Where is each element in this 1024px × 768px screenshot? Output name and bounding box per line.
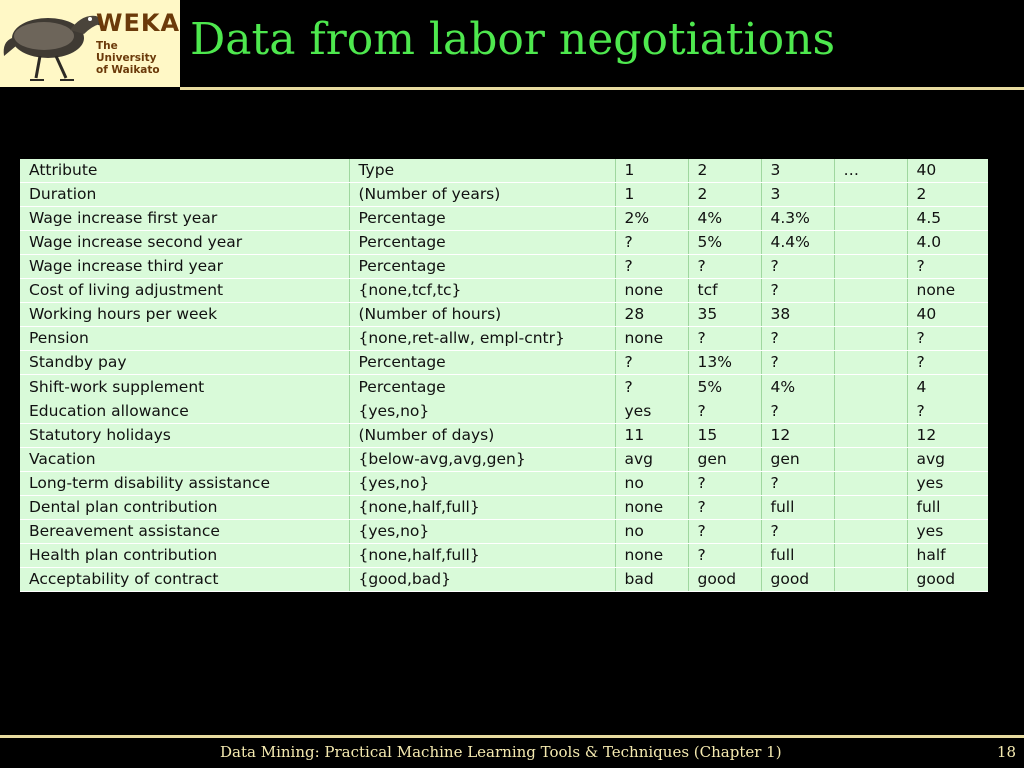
title-divider — [180, 87, 1024, 90]
table-cell: 11 — [615, 424, 688, 448]
table-cell: ? — [615, 231, 688, 255]
table-cell: Working hours per week — [20, 303, 349, 327]
table-cell: Bereavement assistance — [20, 520, 349, 544]
table-row — [20, 375, 988, 424]
table-row — [20, 207, 988, 231]
table-cell: gen — [688, 448, 761, 472]
table-cell: ? — [761, 520, 834, 544]
table-cell: ? — [688, 327, 761, 351]
table-cell: Wage increase second year — [20, 231, 349, 255]
slide-title: Data from labor negotiations — [190, 14, 836, 65]
table-cell: 4.3% — [761, 207, 834, 231]
table-cell: {yes,no} — [349, 520, 615, 544]
table-cell: avg — [615, 448, 688, 472]
table-cell: {below-avg,avg,gen} — [349, 448, 615, 472]
cell-value: ? — [770, 402, 779, 420]
labor-data-table — [20, 159, 988, 592]
table-cell: ? — [761, 472, 834, 496]
table-cell: good — [688, 568, 761, 592]
table-row — [20, 183, 988, 207]
cell-value: yes — [624, 402, 652, 420]
table-cell — [834, 231, 907, 255]
table-cell — [834, 568, 907, 592]
table-cell: ? — [688, 496, 761, 520]
table-cell: none — [615, 327, 688, 351]
table-row — [20, 255, 988, 279]
table-cell — [907, 375, 988, 424]
table-cell: ? — [688, 544, 761, 568]
table-cell — [834, 520, 907, 544]
table-cell — [834, 544, 907, 568]
table-cell: full — [761, 544, 834, 568]
table-cell: 4.4% — [761, 231, 834, 255]
cell-value: 4 — [916, 378, 927, 396]
table-cell — [834, 207, 907, 231]
table-row — [20, 327, 988, 351]
table-row — [20, 351, 988, 375]
table-cell — [20, 375, 349, 424]
table-cell: Duration — [20, 183, 349, 207]
table-cell: Pension — [20, 327, 349, 351]
table-cell: good — [907, 568, 988, 592]
table-cell: 1 — [615, 183, 688, 207]
table-cell — [834, 472, 907, 496]
table-cell: good — [761, 568, 834, 592]
table-row — [20, 231, 988, 255]
table-cell: 2 — [688, 183, 761, 207]
table-row — [20, 303, 988, 327]
table-cell: gen — [761, 448, 834, 472]
table-cell — [834, 255, 907, 279]
table-cell: Dental plan contribution — [20, 496, 349, 520]
table-cell — [615, 375, 688, 424]
header-cell: 2 — [688, 159, 761, 183]
table-row — [20, 472, 988, 496]
table-cell: 28 — [615, 303, 688, 327]
table-cell: Standby pay — [20, 351, 349, 375]
table-cell — [834, 496, 907, 520]
cell-value: Shift-work supplement — [29, 378, 205, 396]
table-cell: ? — [688, 255, 761, 279]
table-cell: Vacation — [20, 448, 349, 472]
table-cell: 15 — [688, 424, 761, 448]
table-row — [20, 520, 988, 544]
table-cell: 4% — [688, 207, 761, 231]
table-cell: 2% — [615, 207, 688, 231]
table-cell: (Number of days) — [349, 424, 615, 448]
table-cell: ? — [761, 327, 834, 351]
table-cell: none — [907, 279, 988, 303]
cell-value: Percentage — [358, 378, 446, 396]
table-cell — [834, 279, 907, 303]
table-cell: ? — [615, 351, 688, 375]
table-cell: full — [907, 496, 988, 520]
table-cell: {none,half,full} — [349, 544, 615, 568]
table-cell: {none,ret-allw, empl-cntr} — [349, 327, 615, 351]
table-cell: no — [615, 520, 688, 544]
table-cell: 2 — [907, 183, 988, 207]
table-cell: ? — [761, 351, 834, 375]
table-cell: {good,bad} — [349, 568, 615, 592]
table-cell: 5% — [688, 231, 761, 255]
table-cell — [834, 448, 907, 472]
table-cell: 13% — [688, 351, 761, 375]
table-cell: bad — [615, 568, 688, 592]
cell-value: 5% — [697, 378, 723, 396]
table-row — [20, 568, 988, 592]
table-cell: none — [615, 496, 688, 520]
table-cell: Statutory holidays — [20, 424, 349, 448]
table-cell: Percentage — [349, 231, 615, 255]
table-cell: half — [907, 544, 988, 568]
cell-value: 4% — [770, 378, 796, 396]
table-header-row — [20, 159, 988, 183]
table-row — [20, 279, 988, 303]
header-cell: Attribute — [20, 159, 349, 183]
logo-brand: WEKA — [96, 9, 180, 37]
table-cell: Cost of living adjustment — [20, 279, 349, 303]
table-cell: 3 — [761, 183, 834, 207]
table-cell: ? — [907, 327, 988, 351]
table-cell: ? — [615, 255, 688, 279]
cell-value: ? — [916, 402, 925, 420]
table-cell: Wage increase first year — [20, 207, 349, 231]
table-cell — [834, 327, 907, 351]
table-cell: {none,tcf,tc} — [349, 279, 615, 303]
table-cell — [834, 183, 907, 207]
weka-logo — [0, 0, 180, 87]
table-cell: 40 — [907, 303, 988, 327]
table-cell — [349, 375, 615, 424]
table-cell: avg — [907, 448, 988, 472]
table-cell — [834, 375, 907, 424]
table-cell: 12 — [761, 424, 834, 448]
table-cell — [834, 303, 907, 327]
cell-value: Education allowance — [29, 402, 189, 420]
table-cell: Acceptability of contract — [20, 568, 349, 592]
table-cell: full — [761, 496, 834, 520]
weka-bird-icon — [0, 0, 100, 87]
header-cell: Type — [349, 159, 615, 183]
cell-value: {yes,no} — [358, 402, 430, 420]
table-cell — [761, 375, 834, 424]
table-cell: ? — [907, 351, 988, 375]
table-cell: Health plan contribution — [20, 544, 349, 568]
table-cell: yes — [907, 472, 988, 496]
logo-university-line1: The University — [96, 40, 157, 64]
table-cell: {yes,no} — [349, 472, 615, 496]
table-row — [20, 424, 988, 448]
table-cell: 35 — [688, 303, 761, 327]
table-cell — [834, 424, 907, 448]
header-cell: 40 — [907, 159, 988, 183]
table-cell: (Number of hours) — [349, 303, 615, 327]
table-row — [20, 496, 988, 520]
table-cell: no — [615, 472, 688, 496]
table-cell — [688, 375, 761, 424]
table-cell: none — [615, 544, 688, 568]
header-cell: 1 — [615, 159, 688, 183]
table-cell: 12 — [907, 424, 988, 448]
cell-value: ? — [697, 402, 706, 420]
table-cell: ? — [688, 520, 761, 544]
header-cell: 3 — [761, 159, 834, 183]
slide-footer: Data Mining: Practical Machine Learning Tools & Techniques (Chapter 1) — [220, 743, 782, 761]
table-cell: Wage increase third year — [20, 255, 349, 279]
table-cell: 38 — [761, 303, 834, 327]
cell-value: ? — [624, 378, 633, 396]
table-cell: tcf — [688, 279, 761, 303]
table-cell: ? — [761, 279, 834, 303]
table-cell: (Number of years) — [349, 183, 615, 207]
table-cell: ? — [761, 255, 834, 279]
page-number: 18 — [996, 743, 1016, 761]
table-cell: 4.0 — [907, 231, 988, 255]
logo-university-line2: of Waikato — [96, 64, 160, 76]
table-cell: Long-term disability assistance — [20, 472, 349, 496]
table-cell: Percentage — [349, 207, 615, 231]
table-cell — [834, 351, 907, 375]
table-cell: Percentage — [349, 255, 615, 279]
table-cell: yes — [907, 520, 988, 544]
table-cell: Percentage — [349, 351, 615, 375]
footer-divider — [0, 735, 1024, 738]
header-cell: … — [834, 159, 907, 183]
table-cell: ? — [907, 255, 988, 279]
table-cell: {none,half,full} — [349, 496, 615, 520]
table-cell: 4.5 — [907, 207, 988, 231]
table-cell: none — [615, 279, 688, 303]
table-row — [20, 544, 988, 568]
table-cell: ? — [688, 472, 761, 496]
table-row — [20, 448, 988, 472]
